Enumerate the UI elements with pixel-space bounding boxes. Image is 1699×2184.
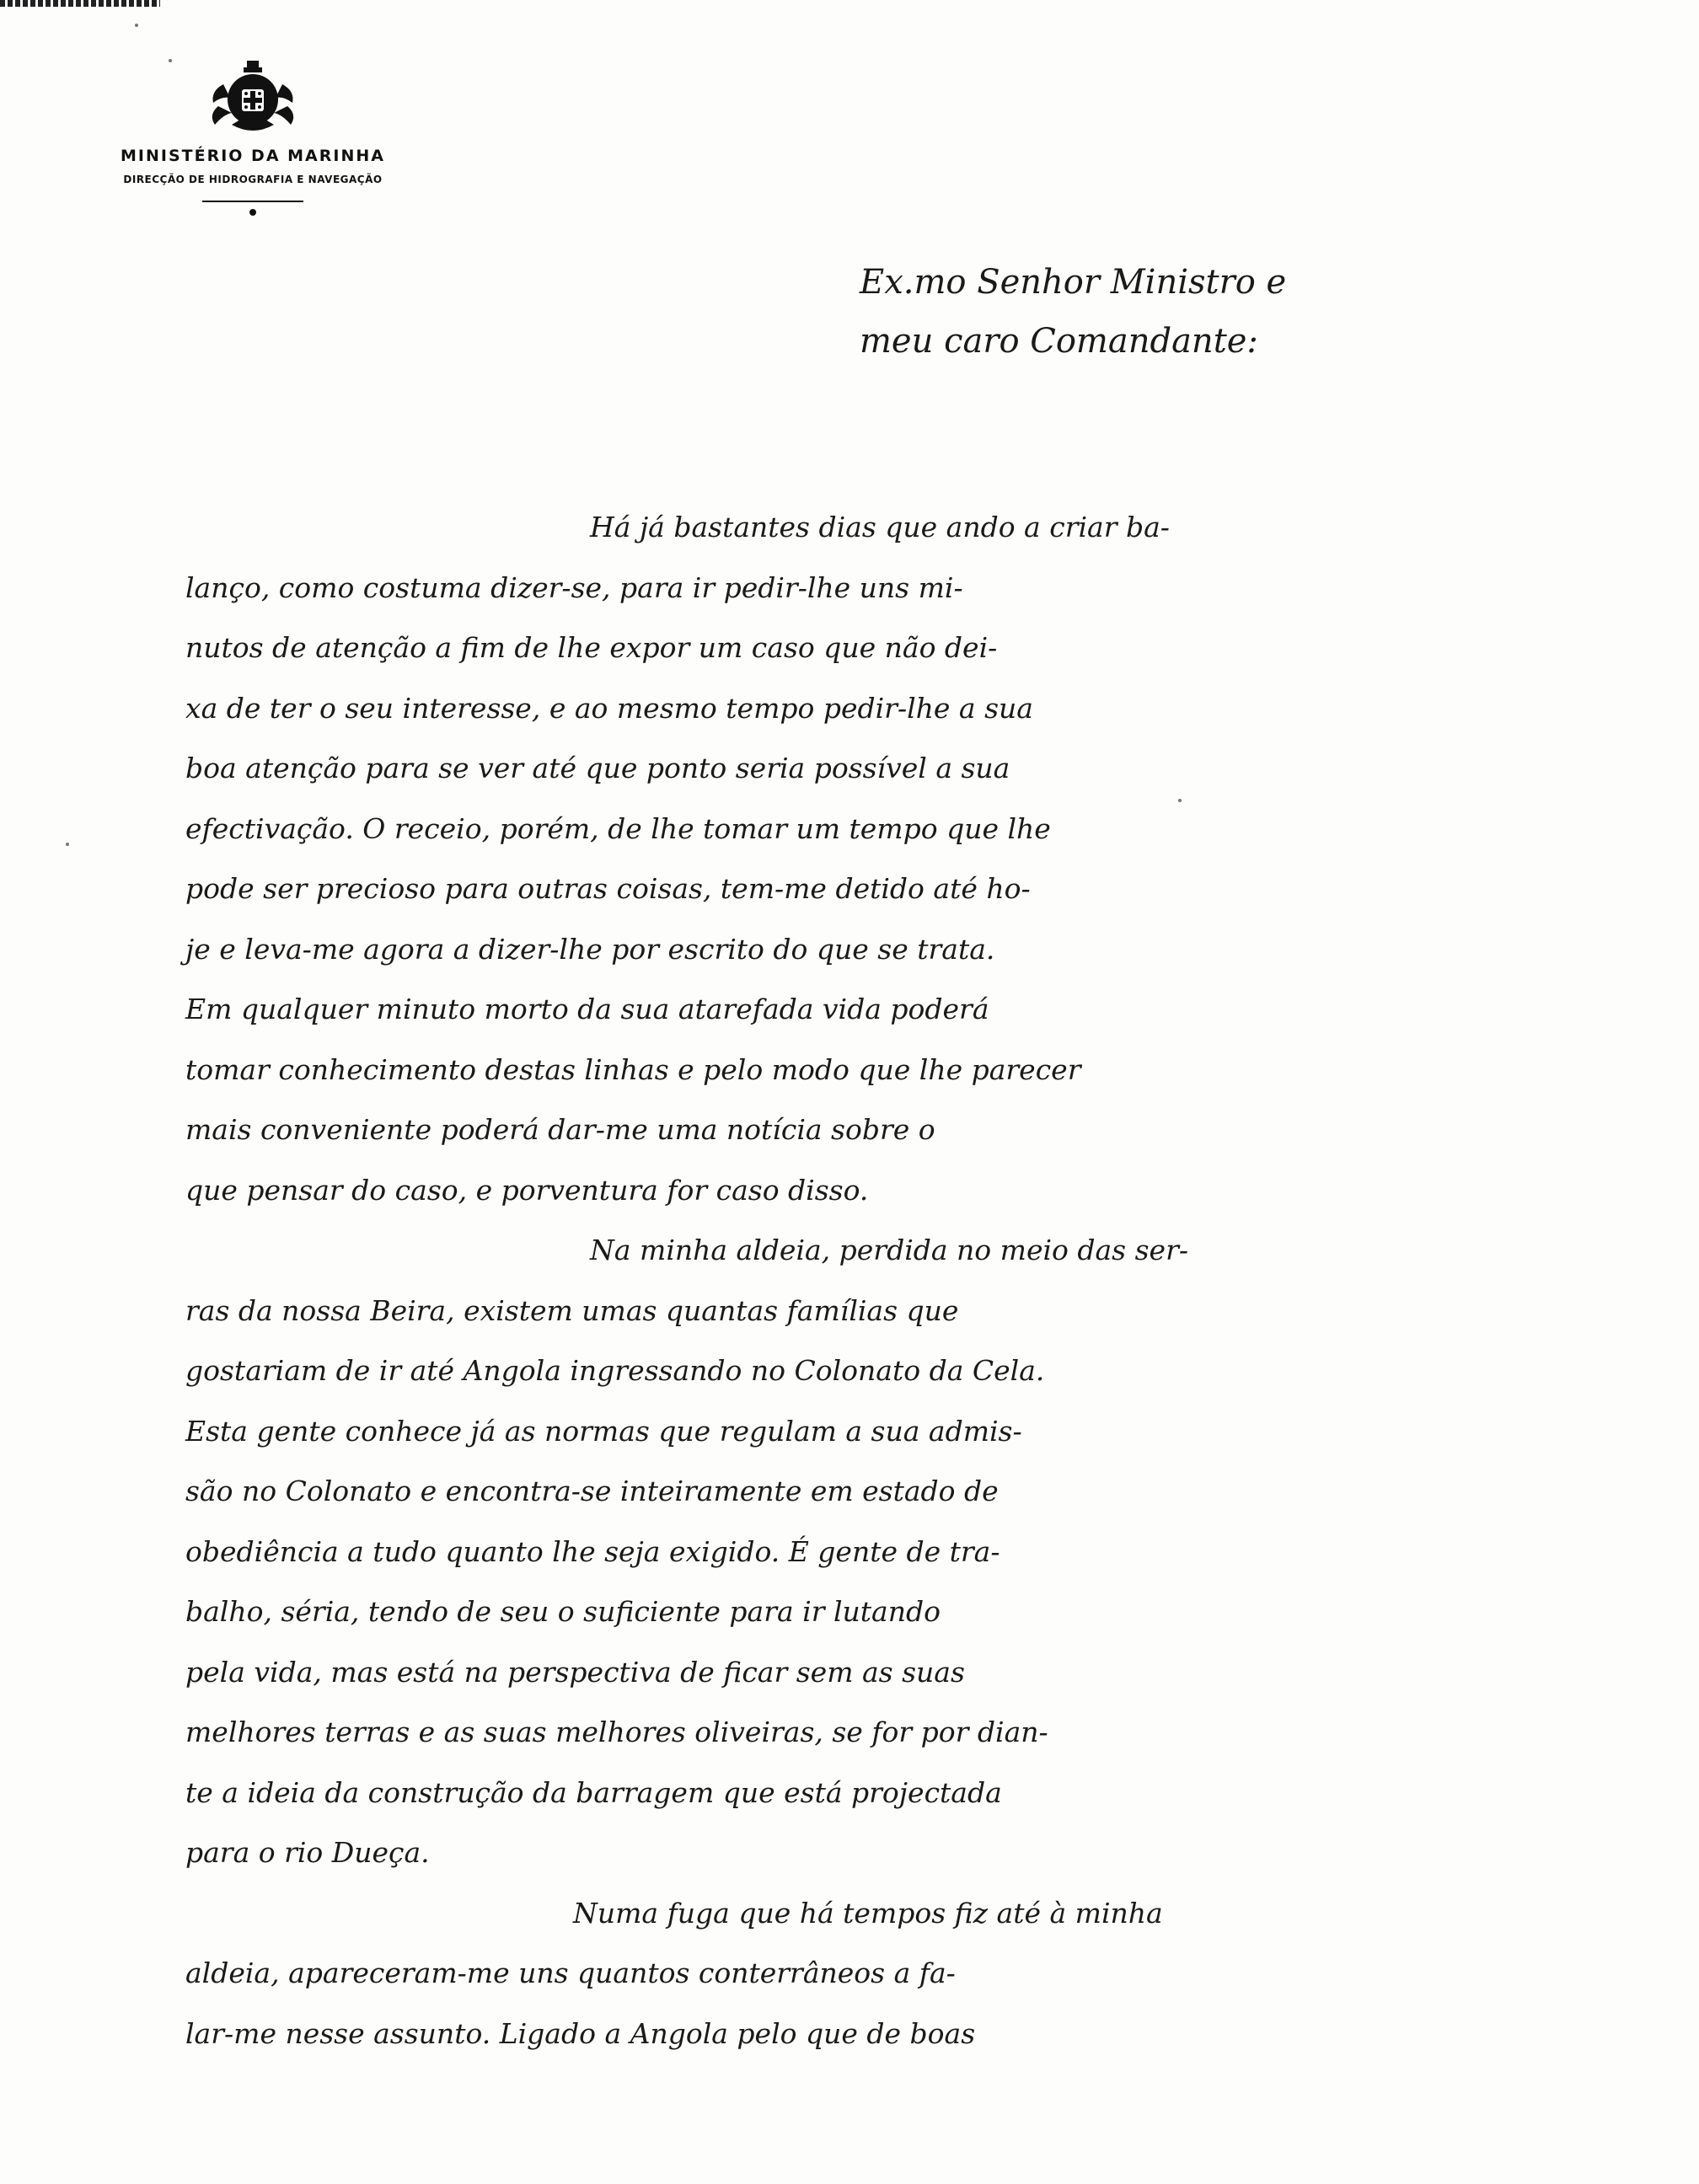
salutation-line: meu caro Comandante: xyxy=(860,322,1258,361)
paper-speck xyxy=(1178,799,1182,802)
text-line: lar-me nesse assunto. Ligado a Angola pelo que de boas xyxy=(185,2016,976,2050)
ministry-name: MINISTÉRIO DA MARINHA xyxy=(121,147,385,165)
text-line: balho, séria, tendo de seu o suficiente para ir lutando xyxy=(185,1595,941,1628)
text-line: boa atenção para se ver até que ponto seria possível a sua xyxy=(185,752,1010,784)
text-line: melhores terras e as suas melhores oliveiras, se for por dian- xyxy=(185,1716,1048,1748)
letterhead-dot xyxy=(249,209,256,216)
letterhead-rule xyxy=(202,201,303,202)
text-line: Há já bastantes dias que ando a criar ba- xyxy=(590,511,1170,543)
letterhead xyxy=(84,59,421,216)
text-line: efectivação. O receio, porém, de lhe tomar um tempo que lhe xyxy=(185,811,1051,845)
text-line: je e leva-me agora a dizer-lhe por escrito do que se trata. xyxy=(185,932,995,966)
text-line: mais conveniente poderá dar-me uma notícia sobre o xyxy=(185,1113,935,1146)
text-line: lanço, como costuma dizer-se, para ir pedir-lhe uns mi- xyxy=(185,570,963,604)
coat-of-arms-icon xyxy=(206,59,299,135)
text-line: Na minha aldeia, perdida no meio das ser- xyxy=(590,1234,1188,1266)
text-line: pode ser precioso para outras coisas, tem-me detido até ho- xyxy=(185,872,1031,905)
torn-top-edge xyxy=(0,0,160,7)
paper-speck xyxy=(169,59,172,62)
paper-speck xyxy=(66,843,69,846)
letter-body xyxy=(185,497,1635,2064)
salutation-line: Ex.mo Senhor Ministro e xyxy=(860,263,1287,302)
text-line: te a ideia da construção da barragem que está projectada xyxy=(185,1775,1002,1809)
text-line: são no Colonato e encontra-se inteiramente em estado de xyxy=(185,1475,999,1507)
text-line: Esta gente conhece já as normas que regulam a sua admis- xyxy=(185,1414,1022,1448)
text-line: ras da nossa Beira, existem umas quantas famílias que xyxy=(185,1293,959,1327)
text-line: xa de ter o seu interesse, e ao mesmo tempo pedir-lhe a sua xyxy=(185,691,1033,725)
text-line: pela vida, mas está na perspectiva de ficar sem as suas xyxy=(185,1655,965,1689)
salutation xyxy=(860,253,1286,371)
paper-speck xyxy=(135,24,138,27)
text-line: gostariam de ir até Angola ingressando no Colonato da Cela. xyxy=(185,1354,1045,1387)
text-line: para o rio Dueça. xyxy=(185,1836,430,1869)
text-line: aldeia, apareceram-me uns quantos conterrâneos a fa- xyxy=(185,1956,956,1989)
text-line: nutos de atenção a fim de lhe expor um caso que não dei- xyxy=(185,631,998,664)
text-line: Numa fuga que há tempos fiz até à minha xyxy=(573,1896,1163,1930)
text-line: tomar conhecimento destas linhas e pelo modo que lhe parecer xyxy=(185,1052,1081,1086)
directorate-name: DIRECÇÃO DE HIDROGRAFIA E NAVEGAÇÃO xyxy=(123,174,383,185)
text-line: obediência a tudo quanto lhe seja exigido. É gente de tra- xyxy=(185,1534,1000,1568)
text-line: Em qualquer minuto morto da sua atarefada vida poderá xyxy=(185,993,989,1025)
text-line: que pensar do caso, e porventura for caso disso. xyxy=(185,1173,869,1207)
